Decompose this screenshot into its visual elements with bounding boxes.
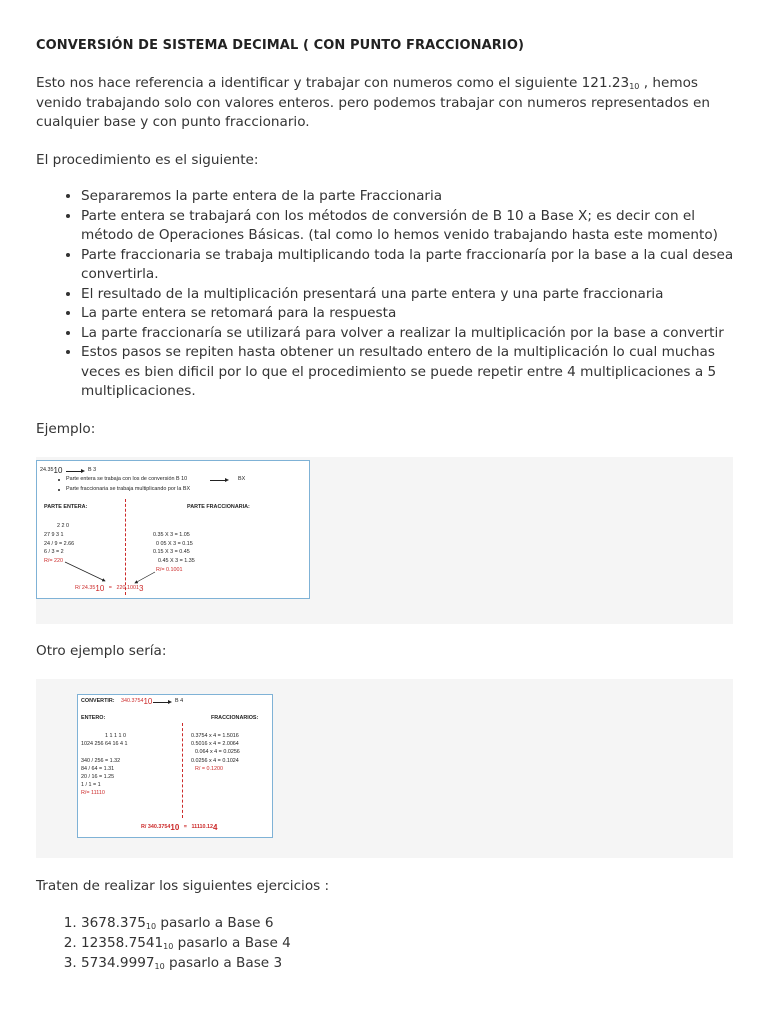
example2-int-heading: ENTERO: <box>81 715 106 721</box>
intro-text-end: , hemos venido trabajando solo con valores enteros. pero podemos trabajar con numeros representados en cualquier base y con punto fraccionario. <box>36 75 710 130</box>
example2-convert-arrow <box>153 702 169 703</box>
example-label: Ejemplo: <box>36 421 96 437</box>
frac-result-arrow <box>135 572 155 583</box>
procedure-steps <box>36 187 736 402</box>
exercise-item: 2. $12358.7541_{10}$ pasarlo a Base 4 <box>81 933 736 953</box>
example2-int-op: 20 / 16 = 1.25 <box>81 774 115 780</box>
example1-header-target: B 3 <box>88 467 97 473</box>
example1-bullet1-target: BX <box>238 476 246 482</box>
example1-frac-op: 0.45 X 3 = 1.35 <box>158 558 195 564</box>
intro-subscript: 10 <box>629 82 640 91</box>
example1-header: $24.35_{10}$ <box>40 466 63 475</box>
example2-frac-op: 0.064 x 4 = 0.0256 <box>195 749 240 755</box>
step-item: • Estos pasos se repiten hasta obtener un resultado entero de la multiplicación lo cual muchas veces es bien dificil por lo que el procedimiento se puede repetir entre 4 multiplicaciones a 5 multiplicaciones. <box>81 343 736 402</box>
example1-digits-row: 2 2 0 <box>57 523 69 529</box>
example2-final-answer: R/ $340.3754_{10}$ = $11110.12_4$ <box>141 823 218 832</box>
step-item: • Parte fraccionaria se trabaja multiplicando toda la parte fraccionaría por la base a la cual desea convertirla. <box>81 246 736 285</box>
example2-convert-target: B 4 <box>175 698 184 704</box>
example2-convert-label: CONVERTIR: <box>81 698 115 704</box>
example1-int-op: 24 / 9 = 2.66 <box>44 541 75 547</box>
other-example-label: Otro ejemplo sería: <box>36 643 167 659</box>
example2-int-op: 84 / 64 = 1.31 <box>81 766 115 772</box>
example1-header-arrow <box>66 471 82 472</box>
example2-digits-row: 1 1 1 1 0 <box>105 733 126 739</box>
step-item: • El resultado de la multiplicación presentará una parte entera y una parte fraccionaria <box>81 285 736 305</box>
example1-powers-row: 27 9 3 1 <box>44 532 64 538</box>
step-item: • La parte entera se retomará para la respuesta <box>81 304 736 324</box>
example1-frac-result: R/= 0.1001 <box>156 567 183 573</box>
example2-int-result: R/= 11110 <box>81 790 105 796</box>
example2-frac-result: R/ = 0.1200 <box>195 766 224 772</box>
example1-image <box>36 460 310 599</box>
example2-frac-op: 0.0256 x 4 = 0.1024 <box>191 758 239 764</box>
example2-frac-op: 0.5016 x 4 = 2.0064 <box>191 741 239 747</box>
exercise-item: 1. $3678.375_{10}$ pasarlo a Base 6 <box>81 913 736 933</box>
document-title: CONVERSIÓN DE SISTEMA DECIMAL ( CON PUNTO FRACCIONARIO) <box>36 38 525 53</box>
int-result-arrow <box>65 562 105 581</box>
example2-frac-op: 0.3754 x 4 = 1.5016 <box>191 733 239 739</box>
exercises-label: Traten de realizar los siguientes ejercicios : <box>36 878 330 894</box>
exercise-item: 3. $5734.9997_{10}$ pasarlo a Base 3 <box>81 953 736 973</box>
example2-int-op: 340 / 256 = 1.32 <box>81 758 121 764</box>
example1-bullet-dot <box>58 489 60 491</box>
example1-bullet-arrow <box>210 480 226 481</box>
example1-frac-op: 0 05 X 3 = 0.15 <box>156 541 193 547</box>
example2-powers-row: 1024 256 64 16 4 1 <box>81 741 128 747</box>
example1-bullet2: Parte fraccionaria se trabaja multiplicando por la BX <box>66 486 191 492</box>
example2-convert-number: $340.3754_{10}$ <box>121 697 153 706</box>
intro-text-start: Esto nos hace referencia a identificar y trabajar con numeros como el siguiente 121.23 <box>36 75 630 91</box>
example1-divider <box>125 499 126 595</box>
example1-int-op: 6 / 3 = 2 <box>44 549 64 555</box>
exercise-list <box>36 913 736 973</box>
example2-frac-heading: FRACCIONARIOS: <box>211 715 259 721</box>
example2-divider <box>182 723 183 818</box>
example1-frac-heading: PARTE FRACCIONARIA: <box>187 504 250 510</box>
procedure-label: El procedimiento es el siguiente: <box>36 152 259 168</box>
example1-final-answer: R/ $24.35_{10}$ = $220.1001_3$ <box>75 584 144 593</box>
example1-frac-op: 0.15 X 3 = 0.45 <box>153 549 190 555</box>
example1-bullet-dot <box>58 479 60 481</box>
example1-frac-op: 0.35 X 3 = 1.05 <box>153 532 190 538</box>
example1-int-heading: PARTE ENTERA: <box>44 504 88 510</box>
example2-int-op: 1 / 1 = 1 <box>81 782 101 788</box>
step-item: • Separaremos la parte entera de la parte Fraccionaria <box>81 187 736 207</box>
step-item: • Parte entera se trabajará con los métodos de conversión de B 10 a Base X; es decir con el método de Operaciones Básicas. (tal como lo hemos venido trabajando hasta este momento) <box>81 207 736 246</box>
example1-int-result: R/= 220 <box>44 558 64 564</box>
intro-paragraph <box>36 74 736 133</box>
example1-bullet1: Parte entera se trabaja con los de conversión B 10 <box>66 476 188 482</box>
step-item: • La parte fraccionaría se utilizará para volver a realizar la multiplicación por la base a convertir <box>81 324 736 344</box>
example2-image <box>77 694 273 838</box>
